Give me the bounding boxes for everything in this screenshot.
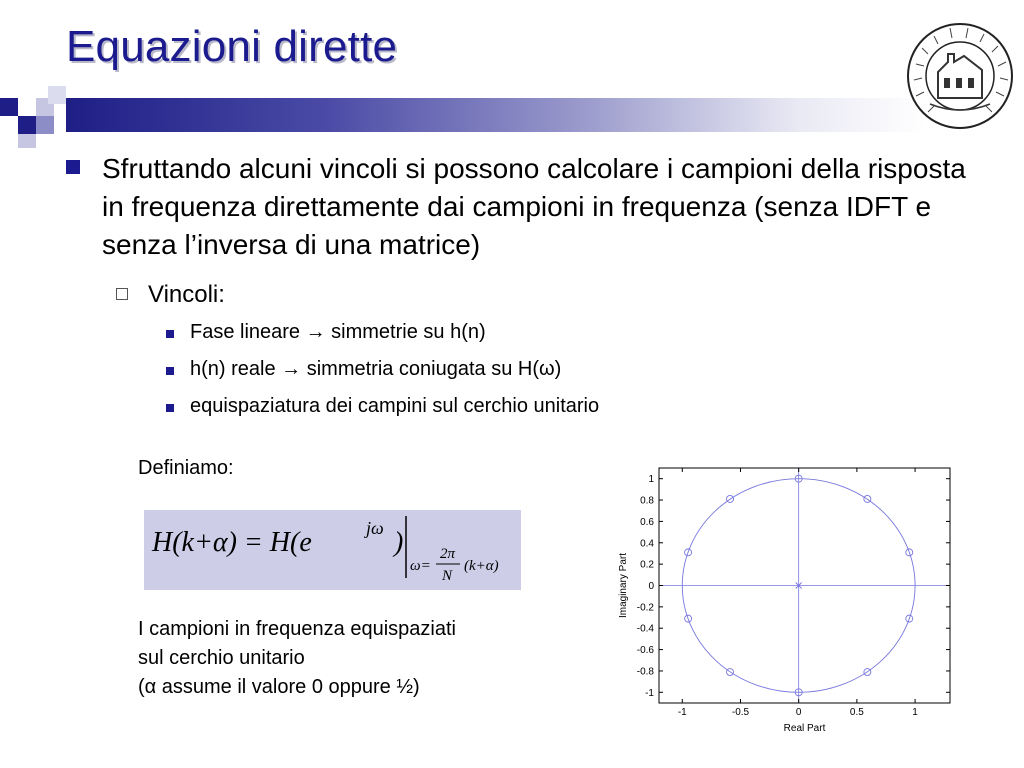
- y-tick-label: 0.6: [640, 516, 654, 528]
- decor-square: [18, 134, 36, 148]
- note-text: [138, 615, 578, 702]
- y-tick-label: 0.2: [640, 559, 654, 571]
- x-tick-label: -1: [677, 707, 687, 718]
- decor-square: [36, 116, 54, 134]
- x-tick-label: 0: [795, 707, 802, 718]
- y-tick-label: -1: [645, 687, 654, 699]
- bullet-small-square-icon: [166, 330, 174, 338]
- y-tick-label: -0.4: [636, 623, 654, 635]
- constraint-item: equispaziatura dei campini sul cerchio unitario: [190, 395, 600, 417]
- zero-pole-plot: [612, 460, 952, 740]
- define-label: Definiamo:: [138, 457, 234, 479]
- formula-rhs: ): [394, 527, 404, 558]
- decor-square: [18, 116, 36, 134]
- x-axis-label: Real Part: [783, 723, 826, 734]
- slide-title: Equazioni dirette: [66, 22, 398, 71]
- y-tick-label: 0.8: [640, 495, 654, 507]
- formula-box: [144, 510, 521, 590]
- x-tick-label: 0.5: [849, 707, 864, 718]
- note-line: (α assume il valore 0 oppure ½): [138, 676, 420, 698]
- y-tick-label: 0.4: [640, 538, 654, 550]
- formula-frac-num: 2π: [440, 546, 456, 562]
- y-tick-label: -0.2: [636, 602, 654, 614]
- decor-square: [0, 98, 18, 116]
- bullet-small-square-icon: [166, 367, 174, 375]
- formula-sub-omega: ω=: [410, 558, 431, 574]
- x-tick-label: 1: [912, 707, 918, 718]
- bullet-square-icon: [66, 160, 80, 174]
- x-tick-label: -0.5: [731, 707, 750, 718]
- y-axis-label: Imaginary Part: [618, 552, 629, 619]
- y-tick-label: 0: [648, 581, 654, 592]
- main-bullet-text: Sfruttando alcuni vincoli si possono calcolare i campioni della risposta in frequenza direttamente dai campioni in frequenza (senza IDFT e senza l’inversa di una matrice): [102, 153, 966, 260]
- formula-render: [144, 510, 521, 590]
- bullet-small-square-icon: [166, 404, 174, 412]
- constraint-item: h(n) reale → simmetria coniugata su H(ω): [190, 358, 562, 380]
- note-line: I campioni in frequenza equispaziati: [138, 618, 456, 640]
- university-seal-icon: [904, 20, 1016, 132]
- y-tick-label: -0.8: [636, 666, 654, 678]
- constraint-item: Fase lineare → simmetrie su h(n): [190, 321, 486, 343]
- formula-lhs: H(k+α) = H(e: [152, 527, 312, 558]
- formula-sub-tail: (k+α): [464, 558, 499, 574]
- y-tick-label: 1: [648, 474, 654, 486]
- bullet-hollow-square-icon: [116, 288, 128, 300]
- formula-frac-den: N: [442, 568, 453, 584]
- y-tick-label: -0.6: [636, 645, 654, 657]
- sub-bullet-text: Vincoli:: [148, 281, 225, 308]
- decor-square: [48, 86, 66, 104]
- formula-exponent: jω: [366, 518, 384, 538]
- title-underline-band: [66, 98, 926, 132]
- note-line: sul cerchio unitario: [138, 647, 305, 669]
